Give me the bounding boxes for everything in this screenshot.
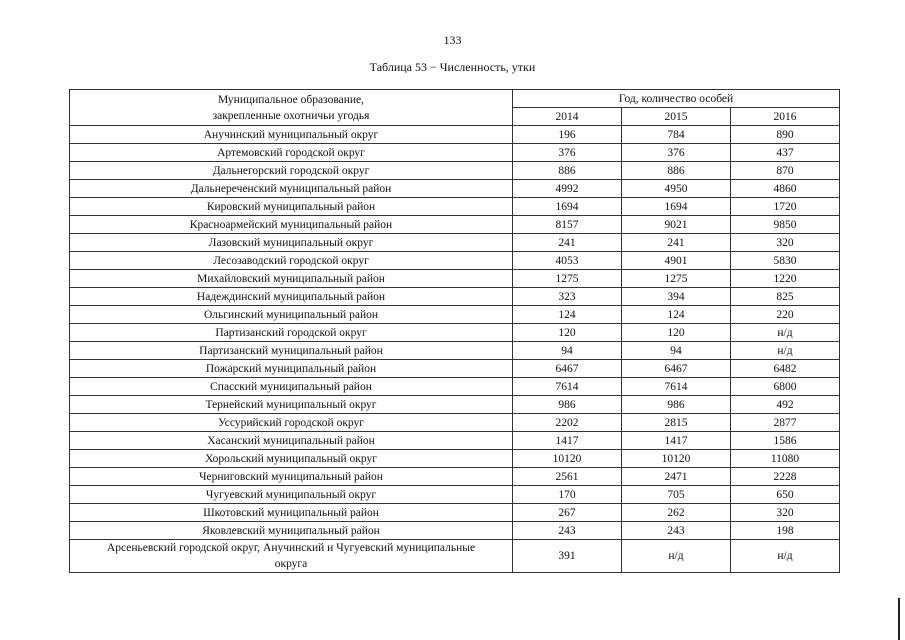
cell-2016: 220	[731, 306, 840, 324]
cell-2016: 1220	[731, 270, 840, 288]
header-municipality-line2: закрепленные охотничьи угодья	[212, 109, 370, 122]
table-row	[70, 522, 840, 540]
cell-2014: 2561	[513, 468, 622, 486]
cell-municipality: Анучинский муниципальный округ	[70, 126, 513, 144]
cell-2016: 825	[731, 288, 840, 306]
header-year-2014: 2014	[513, 108, 622, 126]
table-row	[70, 486, 840, 504]
cell-2016: 198	[731, 522, 840, 540]
cell-municipality: Партизанский муниципальный район	[70, 342, 513, 360]
cell-municipality: Дальнереченский муниципальный район	[70, 180, 513, 198]
table-row	[70, 252, 840, 270]
cell-2016: 2877	[731, 414, 840, 432]
cell-municipality: Уссурийский городской округ	[70, 414, 513, 432]
cell-2014: 986	[513, 396, 622, 414]
cell-2015: 241	[622, 234, 731, 252]
header-municipality	[70, 90, 513, 126]
cell-2015: 9021	[622, 216, 731, 234]
cell-2015: 4901	[622, 252, 731, 270]
cell-municipality-line2: округа	[274, 558, 308, 570]
scan-edge-line	[898, 598, 900, 640]
table-row	[70, 432, 840, 450]
cell-2015: 7614	[622, 378, 731, 396]
table-row	[70, 378, 840, 396]
cell-2015: 10120	[622, 450, 731, 468]
cell-2015: 2815	[622, 414, 731, 432]
table-row-combined	[70, 540, 840, 573]
cell-2016: 320	[731, 504, 840, 522]
cell-municipality	[70, 540, 513, 573]
table-row	[70, 450, 840, 468]
table-row	[70, 162, 840, 180]
cell-2014: 1417	[513, 432, 622, 450]
cell-2014: 94	[513, 342, 622, 360]
cell-2016: 437	[731, 144, 840, 162]
cell-2016: 320	[731, 234, 840, 252]
cell-municipality: Дальнегорский городской округ	[70, 162, 513, 180]
cell-municipality: Надеждинский муниципальный район	[70, 288, 513, 306]
cell-municipality: Красноармейский муниципальный район	[70, 216, 513, 234]
table-row	[70, 198, 840, 216]
table-header	[70, 90, 840, 126]
cell-2014: 196	[513, 126, 622, 144]
table-row	[70, 306, 840, 324]
table-row	[70, 396, 840, 414]
table-row	[70, 180, 840, 198]
cell-2016: 4860	[731, 180, 840, 198]
cell-2015: 243	[622, 522, 731, 540]
cell-2014: 391	[513, 540, 622, 573]
cell-2015: 262	[622, 504, 731, 522]
cell-2016: 492	[731, 396, 840, 414]
table-row	[70, 126, 840, 144]
cell-2015: 1417	[622, 432, 731, 450]
table-row	[70, 234, 840, 252]
cell-2015: 2471	[622, 468, 731, 486]
cell-2015: 4950	[622, 180, 731, 198]
cell-2016: н/д	[731, 540, 840, 573]
cell-2016: 1720	[731, 198, 840, 216]
cell-municipality: Хасанский муниципальный район	[70, 432, 513, 450]
cell-municipality: Партизанский городской округ	[70, 324, 513, 342]
cell-2014: 2202	[513, 414, 622, 432]
table-row	[70, 216, 840, 234]
cell-2014: 124	[513, 306, 622, 324]
cell-2014: 323	[513, 288, 622, 306]
cell-2014: 170	[513, 486, 622, 504]
cell-municipality: Артемовский городской округ	[70, 144, 513, 162]
cell-2014: 376	[513, 144, 622, 162]
cell-2016: 650	[731, 486, 840, 504]
header-year-2015: 2015	[622, 108, 731, 126]
table-row	[70, 468, 840, 486]
table-row	[70, 342, 840, 360]
table-row	[70, 270, 840, 288]
cell-municipality-line1: Арсеньевский городской округ, Анучинский и Чугуевский муниципальные	[106, 542, 476, 554]
cell-municipality: Пожарский муниципальный район	[70, 360, 513, 378]
cell-2015: 705	[622, 486, 731, 504]
cell-2016: 9850	[731, 216, 840, 234]
cell-municipality: Шкотовский муниципальный район	[70, 504, 513, 522]
table-body	[70, 126, 840, 573]
header-row-1	[70, 90, 840, 108]
cell-2014: 243	[513, 522, 622, 540]
cell-2016: 5830	[731, 252, 840, 270]
cell-2014: 267	[513, 504, 622, 522]
page-number: 133	[443, 33, 462, 47]
cell-2015: 124	[622, 306, 731, 324]
cell-municipality: Хорольский муниципальный округ	[70, 450, 513, 468]
cell-municipality: Чугуевский муниципальный округ	[70, 486, 513, 504]
cell-2015: 986	[622, 396, 731, 414]
cell-2014: 10120	[513, 450, 622, 468]
cell-municipality: Михайловский муниципальный район	[70, 270, 513, 288]
cell-municipality: Лазовский муниципальный округ	[70, 234, 513, 252]
cell-municipality: Ольгинский муниципальный район	[70, 306, 513, 324]
cell-municipality: Яковлевский муниципальный район	[70, 522, 513, 540]
cell-2015: 886	[622, 162, 731, 180]
cell-2016: 890	[731, 126, 840, 144]
cell-2014: 886	[513, 162, 622, 180]
table-row	[70, 324, 840, 342]
cell-2015: 376	[622, 144, 731, 162]
cell-2016: 11080	[731, 450, 840, 468]
cell-2014: 241	[513, 234, 622, 252]
cell-2014: 4053	[513, 252, 622, 270]
cell-2016: 6800	[731, 378, 840, 396]
cell-municipality: Лесозаводский городской округ	[70, 252, 513, 270]
cell-2016: 1586	[731, 432, 840, 450]
cell-2016: 2228	[731, 468, 840, 486]
cell-municipality: Кировский муниципальный район	[70, 198, 513, 216]
cell-2015: 394	[622, 288, 731, 306]
header-year-group: Год, количество особей	[513, 90, 840, 108]
cell-2014: 1694	[513, 198, 622, 216]
cell-2016: 6482	[731, 360, 840, 378]
table-caption: Таблица 53 − Численность, утки	[369, 60, 536, 74]
cell-2015: 1275	[622, 270, 731, 288]
table-row	[70, 360, 840, 378]
cell-2014: 6467	[513, 360, 622, 378]
cell-municipality: Спасский муниципальный район	[70, 378, 513, 396]
cell-2016: н/д	[731, 342, 840, 360]
cell-2014: 1275	[513, 270, 622, 288]
cell-2015: 6467	[622, 360, 731, 378]
cell-2016: 870	[731, 162, 840, 180]
table-row	[70, 414, 840, 432]
cell-2015: 1694	[622, 198, 731, 216]
cell-2016: н/д	[731, 324, 840, 342]
population-table	[69, 89, 840, 573]
table-row	[70, 504, 840, 522]
cell-2015: 120	[622, 324, 731, 342]
header-municipality-line1: Муниципальное образование,	[217, 93, 365, 106]
cell-2014: 120	[513, 324, 622, 342]
table-row	[70, 288, 840, 306]
cell-2015: 94	[622, 342, 731, 360]
cell-municipality: Черниговский муниципальный район	[70, 468, 513, 486]
cell-2015: 784	[622, 126, 731, 144]
cell-2014: 7614	[513, 378, 622, 396]
cell-2014: 8157	[513, 216, 622, 234]
cell-municipality: Тернейский муниципальный округ	[70, 396, 513, 414]
table-row	[70, 144, 840, 162]
cell-2014: 4992	[513, 180, 622, 198]
cell-2015: н/д	[622, 540, 731, 573]
header-year-2016: 2016	[731, 108, 840, 126]
